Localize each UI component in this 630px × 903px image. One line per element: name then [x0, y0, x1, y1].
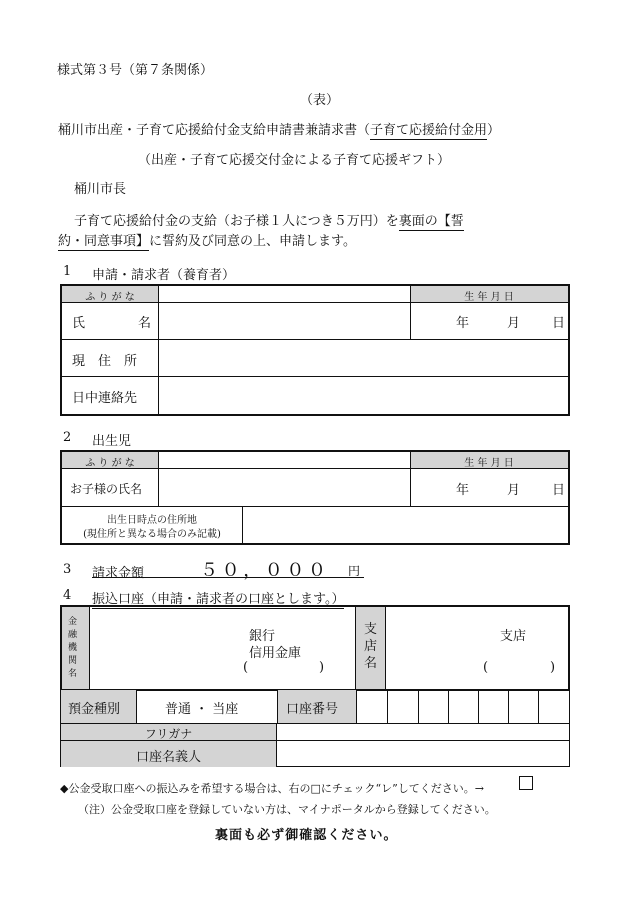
child-birthdate-label: 生 年 月 日 — [464, 458, 514, 469]
form-subtitle: （出産・子育て応援交付金による子育て応援ギフト） — [138, 153, 451, 168]
address-label: 現 住 所 — [72, 354, 138, 369]
institution-field[interactable]: 銀行 信用金庫 ( ) — [243, 629, 325, 675]
title-main: 桶川市出産・子育て応援給付金支給申請書兼請求書（ — [58, 123, 371, 138]
applicant-table — [60, 284, 570, 416]
birth-address-field[interactable] — [243, 507, 568, 543]
child-birthdate-field[interactable]: 年 月 日 — [456, 483, 566, 498]
form-number: 様式第３号（第７条関係） — [57, 63, 214, 78]
public-account-checkbox[interactable] — [519, 776, 533, 790]
section3-number: 3 — [63, 562, 72, 577]
child-table — [60, 450, 570, 545]
title-close: ） — [487, 123, 501, 138]
claim-amount-line — [92, 556, 364, 581]
applicant-name-field[interactable] — [159, 303, 409, 339]
intro-line-1: 子育て応援給付金の支給（お子様１人につき５万円）を裏面の【誓 — [74, 214, 464, 229]
applicant-contact-field[interactable] — [159, 377, 568, 414]
section1-title: 申請・請求者（養育者） — [92, 264, 235, 285]
public-account-note: ◆公金受取口座への振込みを希望する場合は、右の□にチェック“レ”してください。→ — [60, 782, 484, 795]
branch-label: 支店名 — [364, 622, 378, 671]
child-name-label: お子様の氏名 — [70, 482, 143, 496]
birthdate-label: 生 年 月 日 — [464, 292, 514, 303]
birth-address-label-1: 出生日時点の住所地 — [107, 515, 197, 526]
section2-title: 出生児 — [92, 430, 131, 451]
applicant-birthdate-field[interactable]: 年 月 日 — [456, 316, 566, 331]
branch-field[interactable]: 支店 ( ) — [483, 629, 556, 675]
birth-address-label-2: (現住所と異なる場合のみ記載) — [83, 529, 221, 540]
intro-line-2: 約・同意事項】に誓約及び同意の上、申請します。 — [58, 234, 356, 249]
addressee: 桶川市長 — [74, 182, 127, 197]
section3-title: 請求金額 — [92, 566, 145, 581]
deposit-type-select[interactable]: 普通 ・ 当座 — [165, 702, 239, 717]
child-furigana-label: ふ り が な — [85, 458, 135, 469]
holder-furigana-field[interactable] — [277, 724, 569, 740]
claim-amount-unit: 円 — [348, 564, 361, 578]
side-indicator: （表） — [300, 93, 340, 108]
registration-note: （注）公金受取口座を登録していない方は、マイナポータルから登録してください。 — [78, 803, 496, 816]
holder-furigana-label: フリガナ — [144, 727, 193, 741]
furigana-label: ふ り が な — [85, 292, 135, 303]
contact-label: 日中連絡先 — [72, 391, 138, 406]
claim-amount: ５０，０００ — [200, 560, 330, 581]
section1-number: 1 — [63, 264, 72, 279]
holder-label: 口座名義人 — [135, 750, 201, 765]
name-label-a: 氏 — [72, 316, 86, 331]
form-title — [58, 119, 500, 138]
applicant-furigana-field[interactable] — [159, 286, 409, 302]
account-number-label: 口座番号 — [286, 702, 339, 717]
child-name-field[interactable] — [159, 469, 409, 506]
section2-number: 2 — [63, 430, 72, 445]
section4-title: 振込口座（申請・請求者の口座とします。） — [92, 588, 344, 609]
title-underlined: 子育て応援給付金用 — [370, 123, 488, 138]
applicant-address-field[interactable] — [159, 340, 568, 376]
child-furigana-field[interactable] — [159, 452, 409, 468]
back-side-note: 裏面も必ず御確認ください。 — [215, 828, 398, 843]
institution-label: 金融機関名 — [68, 617, 78, 679]
deposit-type-label: 預金種別 — [68, 702, 121, 717]
bank-account-table — [60, 605, 570, 767]
account-number-field[interactable] — [357, 690, 569, 723]
holder-name-field[interactable] — [277, 741, 569, 767]
section4-number: 4 — [63, 588, 72, 603]
name-label-b: 名 — [138, 316, 152, 331]
